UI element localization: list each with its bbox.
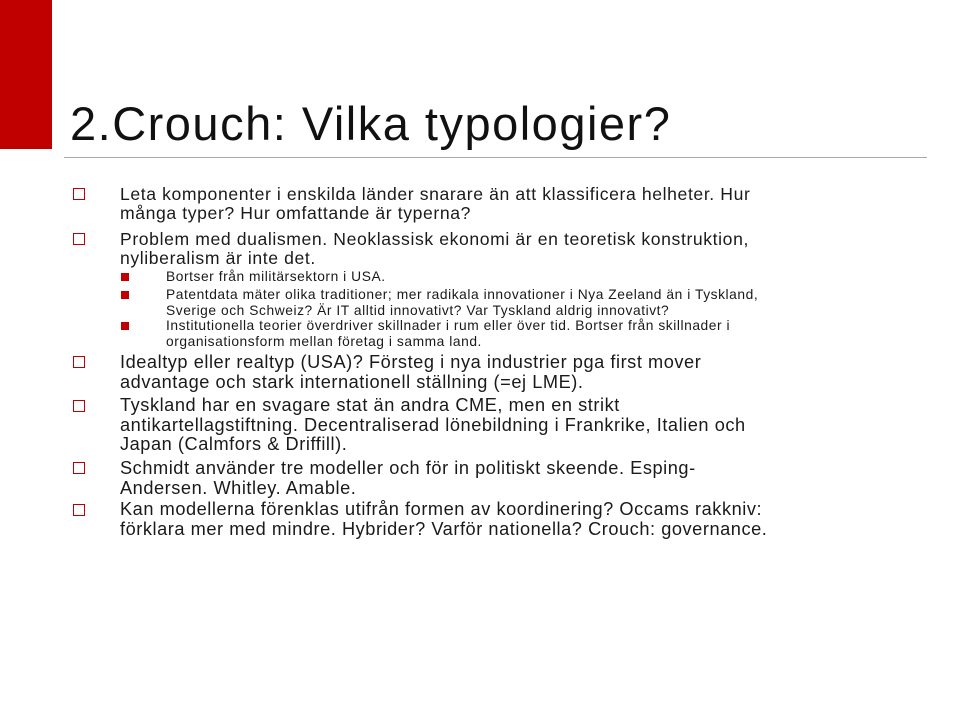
- bullet-line: förklara mer med mindre. Hybrider? Varför nationella? Crouch: governance.: [120, 518, 768, 539]
- hollow-square-icon: [73, 188, 85, 200]
- hollow-square-icon: [73, 462, 85, 474]
- bullet-line: Bortser från militärsektorn i USA.: [166, 269, 386, 284]
- bullet-line: många typer? Hur omfattande är typerna?: [120, 203, 472, 223]
- hollow-square-icon: [73, 233, 85, 245]
- bullet-line: organisationsform mellan företag i samma land.: [166, 333, 482, 349]
- bullet-line: nyliberalism är inte det.: [120, 248, 316, 268]
- hollow-square-icon: [73, 504, 85, 516]
- bullet-item: [120, 500, 767, 539]
- sub-bullet-item: [166, 318, 730, 349]
- bullet-item: [120, 396, 746, 455]
- sub-bullet-item: [166, 287, 758, 318]
- filled-square-icon: [121, 291, 129, 299]
- hollow-square-icon: [73, 400, 85, 412]
- bullet-line: Japan (Calmfors & Driffill).: [120, 434, 348, 454]
- hollow-square-icon: [73, 356, 85, 368]
- filled-square-icon: [121, 273, 129, 281]
- sub-bullet-item: [166, 269, 386, 285]
- slide-title: 2.Crouch: Vilka typologier?: [70, 97, 672, 150]
- bullet-line: Idealtyp eller realtyp (USA)? Försteg i nya industrier pga first mover: [120, 352, 702, 372]
- filled-square-icon: [121, 322, 129, 330]
- bullet-item: [120, 353, 701, 392]
- bullet-line: Patentdata mäter olika traditioner; mer radikala innovationer i Nya Zeeland än i Tyskland,: [166, 287, 759, 302]
- bullet-line: Kan modellerna förenklas utifrån formen av koordinering? Occams rakkniv:: [120, 499, 763, 519]
- bullet-line: advantage och stark internationell ställning (=ej LME).: [120, 371, 584, 392]
- bullet-line: Sverige och Schweiz? Är IT alltid innovativt? Var Tyskland aldrig innovativt?: [166, 302, 670, 318]
- bullet-line: Tyskland har en svagare stat än andra CME, men en strikt: [120, 395, 620, 415]
- bullet-line: Problem med dualismen. Neoklassisk ekonomi är en teoretisk konstruktion,: [120, 229, 749, 249]
- bullet-item: [120, 230, 749, 268]
- bullet-line: Leta komponenter i enskilda länder snarare än att klassificera helheter. Hur: [120, 184, 751, 204]
- bullet-line: Andersen. Whitley. Amable.: [120, 477, 357, 498]
- bullet-line: antikartellagstiftning. Decentraliserad lönebildning i Frankrike, Italien och: [120, 414, 746, 435]
- bullet-line: Institutionella teorier överdriver skillnader i rum eller över tid. Bortser från skillnader i: [166, 318, 731, 333]
- bullet-item: [120, 185, 750, 223]
- bullet-line: Schmidt använder tre modeller och för in politiskt skeende. Esping-: [120, 458, 696, 478]
- bullet-item: [120, 459, 696, 498]
